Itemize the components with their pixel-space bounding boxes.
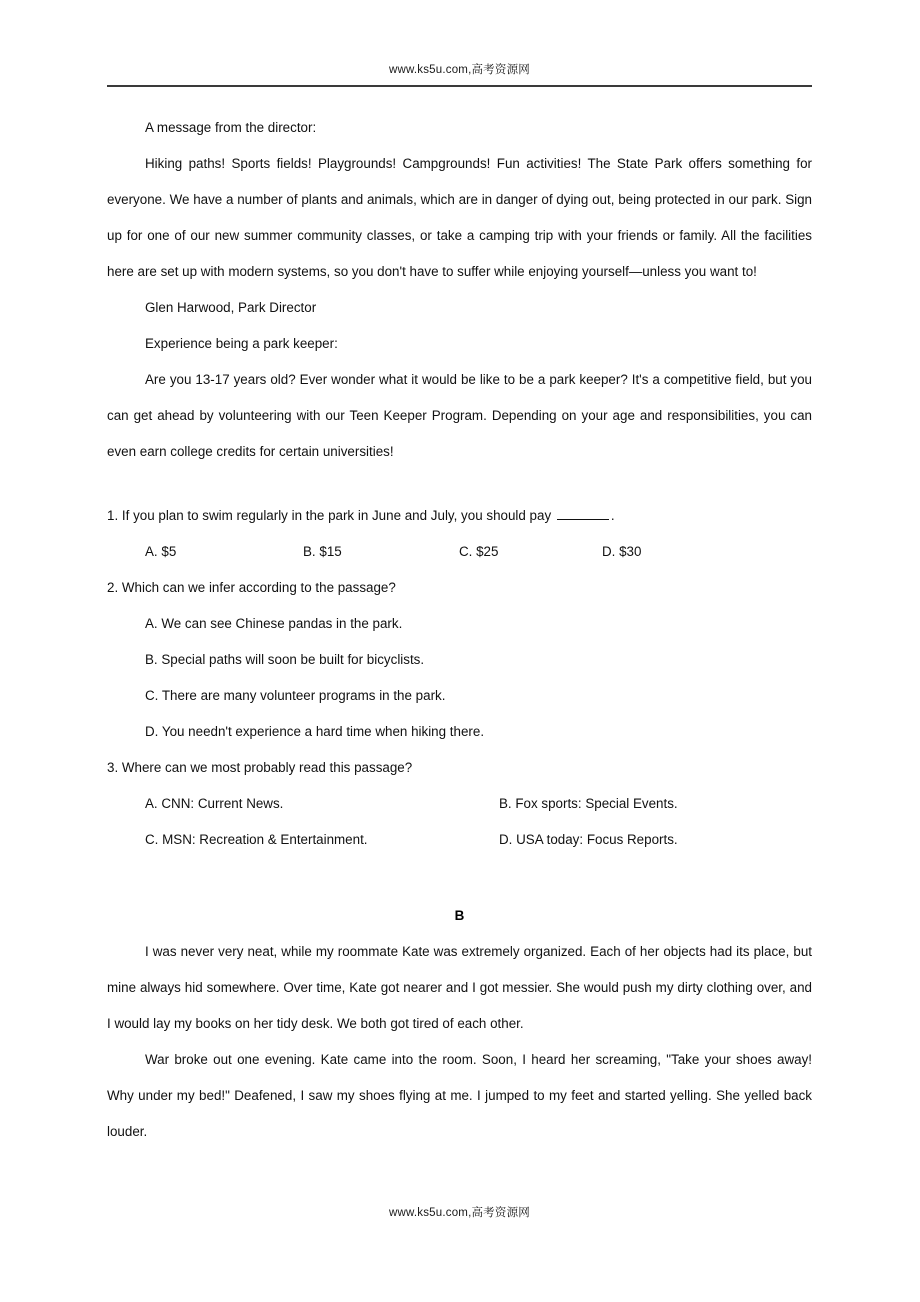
question-1-option-b[interactable]: B. $15: [303, 544, 342, 559]
question-3-options-row-1: [107, 786, 812, 822]
header-divider: [107, 85, 812, 87]
question-2-option-c[interactable]: C. There are many volunteer programs in the park.: [145, 688, 446, 703]
footer-watermark: www.ks5u.com,高考资源网: [389, 1207, 530, 1219]
question-3-option-b[interactable]: B. Fox sports: Special Events.: [499, 796, 678, 811]
question-1-option-c[interactable]: C. $25: [459, 544, 499, 559]
question-2-option-a[interactable]: A. We can see Chinese pandas in the park.: [145, 616, 403, 631]
keeper-body-paragraph: Are you 13-17 years old? Ever wonder what it would be like to be a park keeper? It's a competitive field, but you can get ahead by volunteering with our Teen Keeper Program. Depending on your age and responsibilities, you can even earn college credits for certain universities!: [107, 372, 812, 459]
question-3-option-c[interactable]: C. MSN: Recreation & Entertainment.: [145, 832, 368, 847]
question-1-option-a[interactable]: A. $5: [145, 544, 177, 559]
question-2-stem: 2. Which can we infer according to the passage?: [107, 580, 396, 595]
header-watermark: www.ks5u.com,高考资源网: [389, 64, 530, 76]
section-b-label: B: [454, 908, 465, 923]
question-1-text: If you plan to swim regularly in the park in June and July, you should pay: [121, 508, 552, 523]
passage-b-paragraph-2: War broke out one evening. Kate came into the room. Soon, I heard her screaming, "Take your shoes away! Why under my bed!" Deafened, I saw my shoes flying at me. I jumped to my feet and started yelling. She yelled back louder.: [107, 1052, 812, 1139]
question-1-options: [107, 534, 812, 570]
question-3-option-a[interactable]: A. CNN: Current News.: [145, 796, 284, 811]
page-footer: [107, 1205, 812, 1221]
question-3-stem: 3. Where can we most probably read this passage?: [107, 760, 413, 775]
question-3-options-row-2: [107, 822, 812, 858]
passage-b-paragraph-1: I was never very neat, while my roommate Kate was extremely organized. Each of her objects had its place, but mine always hid somewhere. Over time, Kate got nearer and I got messier. She would push my dirty clothing over, and I would lay my books on her tidy desk. We both got tired of each other.: [107, 944, 812, 1031]
spacer-before-questions: [107, 470, 812, 498]
question-2-option-d[interactable]: D. You needn't experience a hard time when hiking there.: [145, 724, 485, 739]
question-3-option-d[interactable]: D. USA today: Focus Reports.: [499, 832, 678, 847]
question-1-number: 1.: [107, 508, 119, 523]
document-body: [107, 110, 812, 1150]
answer-blank-line: [557, 508, 609, 520]
director-signature: Glen Harwood, Park Director: [145, 300, 317, 315]
director-body-paragraph: Hiking paths! Sports fields! Playgrounds! Campgrounds! Fun activities! The State Park offers something for everyone. We have a number of plants and animals, which are in danger of dying out, being protected in our park. Sign up for one of our new summer community classes, or take a camping trip with your friends or family. All the facilities here are set up with modern systems, so you don't have to suffer while enjoying yourself—unless you want to!: [107, 156, 812, 279]
keeper-heading: Experience being a park keeper:: [145, 336, 338, 351]
page-header: [107, 62, 812, 87]
spacer-before-section-b: [107, 858, 812, 898]
question-1-option-d[interactable]: D. $30: [602, 544, 642, 559]
question-2-option-b[interactable]: B. Special paths will soon be built for bicyclists.: [145, 652, 425, 667]
question-1-stem: [107, 498, 812, 534]
question-1-stem-tail: .: [610, 508, 615, 523]
director-heading: A message from the director:: [145, 120, 317, 135]
